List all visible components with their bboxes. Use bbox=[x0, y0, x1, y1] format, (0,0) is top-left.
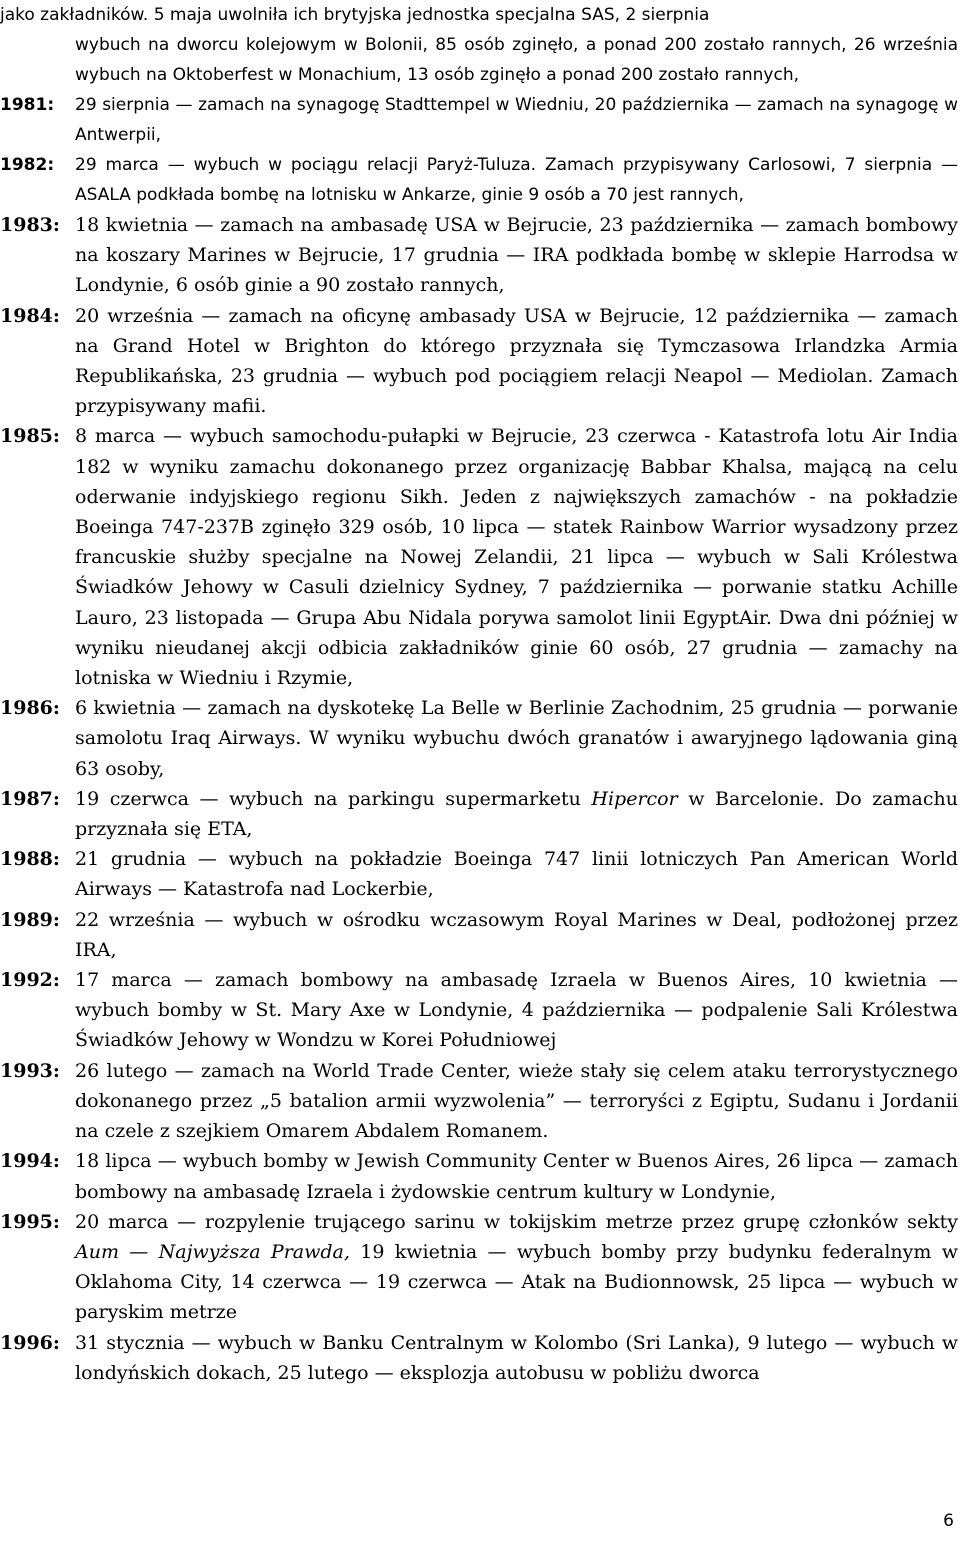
timeline-entry-1987 bbox=[0, 784, 958, 844]
entry-text: 31 stycznia — wybuch w Banku Centralnym w Kolombo (Sri Lanka), 9 lutego — wybuch w londyńskich dokach, 25 lutego — eksplozja autobusu w pobliżu dworca bbox=[75, 1331, 958, 1384]
entry-text: 20 września — zamach na oficynę ambasady USA w Bejrucie, 12 października — zamach na Grand Hotel w Brighton do którego przyznała się Tymczasowa Irlandzka Armia Republikańska, 23 grudnia — wybuch pod pociągiem relacji Neapol — Mediolan. Zamach przypisywany mafii. bbox=[75, 304, 958, 418]
entry-text: 8 marca — wybuch samochodu-pułapki w Bejrucie, 23 czerwca - Katastrofa lotu Air India 182 w wyniku zamachu dokonanego przez organizację Babbar Khalsa, mającą na celu oderwanie indyjskiego regionu Sikh. Jeden z największych zamachów - na pokładzie Boeinga 747-237B zginęło 329 osób, 10 lipca — statek Rainbow Warrior wysadzony przez francuskie służby specjalne na Nowej Zelandii, 21 lipca — wybuch w Sali Królestwa Świadków Jehowy w Casuli dzielnicy Sydney, 7 października — porwanie statku Achille Lauro, 23 listopada — Grupa Abu Nidala porywa samolot linii EgyptAir. Dwa dni później w wyniku nieudanej akcji odbicia zakładników ginie 60 osób, 27 grudnia — zamachy na lotniska w Wiedniu i Rzymie, bbox=[75, 425, 958, 690]
entry-text: 26 lutego — zamach na World Trade Center, wieże stały się celem ataku terrorystycznego dokonanego przez „5 batalion armii wyzwolenia” — terroryści z Egiptu, Sudanu i Jordanii na czele z szejkiem Omarem Abdalem Romanem. bbox=[75, 1059, 958, 1143]
entry-text: 18 kwietnia — zamach na ambasadę USA w Bejrucie, 23 października — zamach bombowy na koszary Marines w Bejrucie, 17 grudnia — IRA podkłada bombę w sklepie Harrodsa w Londynie, 6 osób ginie a 90 zostało rannych, bbox=[75, 214, 958, 297]
timeline-entry-1996 bbox=[0, 1328, 958, 1388]
entry-text: 18 lipca — wybuch bomby w Jewish Community Center w Buenos Aires, 26 lipca — zamach bombowy na ambasadę Izraela i żydowskie centrum kultury w Londynie, bbox=[75, 1150, 958, 1203]
entry-text-emphasis: Hipercor bbox=[591, 787, 678, 810]
entry-year: 1983: bbox=[0, 214, 60, 236]
entry-year: 1986: bbox=[0, 697, 60, 720]
timeline-entry-1986 bbox=[0, 693, 958, 784]
entry-year: 1985: bbox=[0, 425, 60, 448]
entry-year: 1988: bbox=[0, 848, 60, 871]
timeline-entry-1994 bbox=[0, 1146, 958, 1206]
entry-text: 17 marca — zamach bombowy na ambasadę Izraela w Buenos Aires, 10 kwietnia — wybuch bomby w St. Mary Axe w Londynie, 4 października — podpalenie Sali Królestwa Świadków Jehowy w Wondzu w Korei Południowej bbox=[75, 969, 958, 1052]
entry-year: 1987: bbox=[0, 787, 60, 810]
entry-text: 22 września — wybuch w ośrodku wczasowym Royal Marines w Deal, podłożonej przez IRA, bbox=[75, 908, 958, 961]
page-number: 6 bbox=[943, 1511, 954, 1531]
entry-text-part: 19 czerwca — wybuch na parkingu supermarketu bbox=[75, 787, 592, 810]
timeline-entry-1989 bbox=[0, 905, 958, 965]
entry-text-part: 20 marca — rozpylenie trującego sarinu w tokijskim metrze przez grupę członków sekty bbox=[75, 1210, 958, 1233]
entry-year: 1981: bbox=[0, 95, 55, 115]
entry-year: 1989: bbox=[0, 908, 60, 931]
entry-text: 6 kwietnia — zamach na dyskotekę La Belle w Berlinie Zachodnim, 25 grudnia — porwanie samolotu Iraq Airways. W wyniku wybuchu dwóch granatów i awaryjnego lądowania giną 63 osoby, bbox=[75, 697, 958, 780]
timeline-entry-1992 bbox=[0, 965, 958, 1056]
entry-year: 1993: bbox=[0, 1059, 60, 1082]
entry-year: 1982: bbox=[0, 155, 55, 175]
entry-text: 21 grudnia — wybuch na pokładzie Boeinga 747 linii lotniczych Pan American World Airways — Katastrofa nad Lockerbie, bbox=[75, 848, 958, 901]
entry-text-part: w Barcelonie. Do zamachu przyznała się ETA, bbox=[75, 787, 958, 841]
timeline-entry-1995 bbox=[0, 1207, 958, 1328]
timeline-entry-1981 bbox=[0, 90, 958, 150]
entry-text: 29 marca — wybuch w pociągu relacji Paryż-Tuluza. Zamach przypisywany Carlosowi, 7 sierpnia — ASALA podkłada bombę na lotnisku w Ankarze, ginie 9 osób a 70 jest rannych, bbox=[75, 155, 958, 205]
timeline-entry-1984 bbox=[0, 301, 958, 422]
entry-year: 1984: bbox=[0, 304, 60, 327]
intro-first-line: jako zakładników. 5 maja uwolniła ich brytyjska jednostka specjalna SAS, 2 sierpnia bbox=[0, 5, 710, 25]
timeline-entry-1983 bbox=[0, 210, 958, 301]
entry-year: 1996: bbox=[0, 1331, 60, 1354]
entry-year: 1992: bbox=[0, 969, 60, 992]
entry-text-emphasis: Aum — Najwyższa Prawda, bbox=[75, 1240, 350, 1263]
entry-text: 29 sierpnia — zamach na synagogę Stadttempel w Wiedniu, 20 października — zamach na synagogę w Antwerpii, bbox=[75, 95, 958, 145]
entry-year: 1994: bbox=[0, 1150, 60, 1173]
intro-paragraph bbox=[0, 0, 958, 90]
entry-text bbox=[75, 1207, 958, 1328]
timeline-entry-1988 bbox=[0, 844, 958, 904]
timeline-entry-1985 bbox=[0, 421, 958, 693]
entry-text bbox=[75, 784, 958, 844]
entry-text-part: 19 kwietnia — wybuch bomby przy budynku federalnym w Oklahoma City, 14 czerwca — 19 czerwca — Atak na Budionnowsk, 25 lipca — wybuch w paryskim metrze bbox=[75, 1240, 958, 1324]
entry-year: 1995: bbox=[0, 1210, 60, 1233]
timeline-entry-1982 bbox=[0, 150, 958, 210]
intro-continuation: wybuch na dworcu kolejowym w Bolonii, 85 osób zginęło, a ponad 200 zostało rannych, 26 września wybuch na Oktoberfest w Monachium, 13 osób zginęło a ponad 200 zostało rannych, bbox=[75, 35, 958, 85]
timeline-entry-1993 bbox=[0, 1056, 958, 1147]
